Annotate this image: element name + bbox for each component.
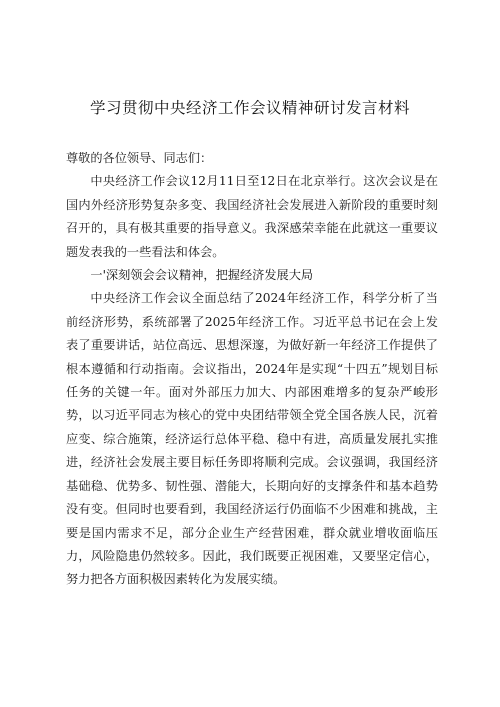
document-body [66,147,438,592]
paragraph-intro: 中央经济工作会议12月11日至12日在北京举行。这次会议是在国内外经济形势复杂多变、我国经济社会发展进入新阶段的重要时刻召开的，具有极其重要的指导意义。我深感荣幸能在此就这一重要议题发表我的一些看法和体会。 [66,174,438,259]
document-title: 学习贯彻中央经济工作会议精神研讨发言材料 [89,99,410,117]
salutation: 尊敬的各位领导、同志们： [66,151,213,165]
paragraph-section-1: 中央经济工作会议全面总结了2024年经济工作，科学分析了当前经济形势，系统部署了2025年经济工作。习近平总书记在会上发表了重要讲话，站位高远、思想深邃，为做好新一年经济工作提供了根本遵循和行动指南。会议指出，2024年是实现“十四五”规划目标任务的关键一年。面对外部压力加大、内部困难增多的复杂严峻形势，以习近平同志为核心的党中央团结带领全党全国各族人民，沉着应变、综合施策，经济运行总体平稳、稳中有进，高质量发展扎实推进，经济社会发展主要目标任务即将顺利完成。会议强调，我国经济基础稳、优势多、韧性强、潜能大，长期向好的支撑条件和基本趋势没有变。但同时也要看到，我国经济运行仍面临不少困难和挑战，主要是国内需求不足，部分企业生产经营困难，群众就业增收面临压力，风险隐患仍然较多。因此，我们既要正视困难，又要坚定信心，努力把各方面积极因素转化为发展实绩。 [66,291,438,587]
section-heading: 一'深刻领会会议精神，把握经济发展大局 [90,268,314,283]
